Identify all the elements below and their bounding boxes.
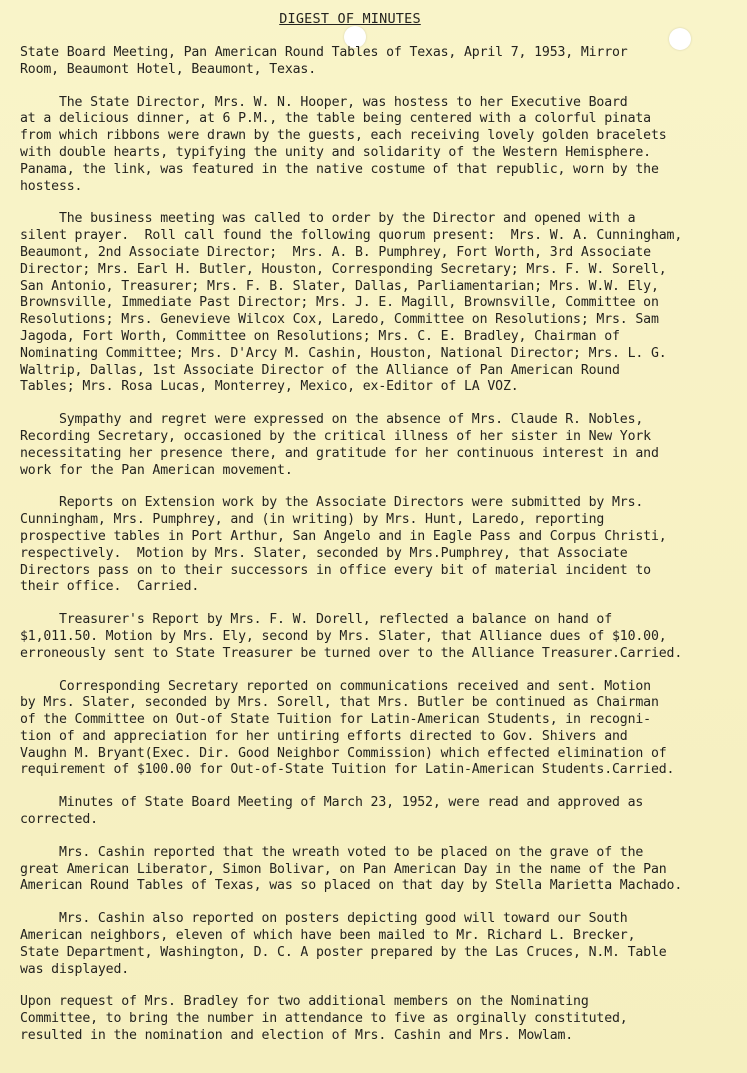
text-line: was displayed.	[20, 961, 130, 977]
text-line: Cunningham, Mrs. Pumphrey, and (in writing) by Mrs. Hunt, Laredo, reporting	[20, 512, 605, 528]
text-line: State Department, Washington, D. C. A poster prepared by the Las Cruces, N.M. Table	[20, 944, 667, 960]
text-line: Treasurer's Report by Mrs. F. W. Dorell, reflected a balance on hand of	[20, 612, 613, 628]
text-line: at a delicious dinner, at 6 P.M., the table being centered with a colorful pinata	[20, 111, 651, 127]
text-line: The State Director, Mrs. W. N. Hooper, was hostess to her Executive Board	[20, 94, 628, 110]
text-line: tion of and appreciation for her untiring efforts directed to Gov. Shivers and	[20, 728, 628, 744]
paragraph	[20, 495, 742, 596]
paragraph	[20, 45, 742, 79]
paragraph	[20, 612, 742, 662]
text-line: The business meeting was called to order by the Director and opened with a	[20, 211, 636, 227]
text-line: Brownsville, Immediate Past Director; Mrs. J. E. Magill, Brownsville, Committee on	[20, 295, 659, 311]
text-line: Committee, to bring the number in attendance to five as orginally constituted,	[20, 1011, 628, 1027]
text-line: hostess.	[20, 178, 83, 194]
text-line: State Board Meeting, Pan American Round Tables of Texas, April 7, 1953, Mirror	[20, 45, 628, 60]
text-line: silent prayer. Roll call found the following quorum present: Mrs. W. A. Cunningham,	[20, 228, 683, 244]
text-line: work for the Pan American movement.	[20, 462, 293, 478]
text-line: by Mrs. Slater, seconded by Mrs. Sorell, that Mrs. Butler be continued as Chairman	[20, 695, 659, 711]
text-line: necessitating her presence there, and gratitude for her continuous interest in and	[20, 445, 659, 461]
text-line: Recording Secretary, occasioned by the critical illness of her sister in New York	[20, 428, 651, 444]
paragraph	[20, 795, 742, 829]
text-line: Upon request of Mrs. Bradley for two additional members on the Nominating	[20, 994, 589, 1010]
text-line: Panama, the link, was featured in the native costume of that republic, worn by the	[20, 161, 659, 177]
text-line: resulted in the nomination and election of Mrs. Cashin and Mrs. Mowlam.	[20, 1028, 574, 1044]
text-line: Director; Mrs. Earl H. Butler, Houston, Corresponding Secretary; Mrs. F. W. Sorell,	[20, 261, 667, 277]
text-line: corrected.	[20, 812, 98, 828]
text-line: Vaughn M. Bryant(Exec. Dir. Good Neighbor Commission) which effected elimination of	[20, 745, 667, 761]
text-line: Minutes of State Board Meeting of March 23, 1952, were read and approved as	[20, 795, 644, 811]
paragraph	[20, 211, 742, 396]
document-body	[20, 45, 742, 1061]
paragraph	[20, 845, 742, 895]
text-line: of the Committee on Out-of State Tuition for Latin-American Students, in recogni-	[20, 712, 651, 728]
text-line: Jagoda, Fort Worth, Committee on Resolutions; Mrs. C. E. Bradley, Chairman of	[20, 328, 620, 344]
text-line: Sympathy and regret were expressed on the absence of Mrs. Claude R. Nobles,	[20, 412, 644, 428]
text-line: Waltrip, Dallas, 1st Associate Director of the Alliance of Pan American Round	[20, 362, 620, 378]
text-line: American Round Tables of Texas, was so placed on that day by Stella Marietta Machado.	[20, 878, 683, 894]
paragraph	[20, 95, 742, 196]
text-line: requirement of $100.00 for Out-of-State Tuition for Latin-American Students.Carried.	[20, 762, 675, 778]
text-line: Directors pass on to their successors in office every bit of material incident to	[20, 562, 651, 578]
text-line: Tables; Mrs. Rosa Lucas, Monterrey, Mexico, ex-Editor of LA VOZ.	[20, 379, 519, 395]
paragraph	[20, 412, 742, 479]
paragraph	[20, 994, 742, 1044]
text-line: $1,011.50. Motion by Mrs. Ely, second by Mrs. Slater, that Alliance dues of $10.00,	[20, 628, 667, 644]
text-line: great American Liberator, Simon Bolivar, on Pan American Day in the name of the Pan	[20, 861, 667, 877]
text-line: with double hearts, typifying the unity and solidarity of the Western Hemisphere.	[20, 144, 651, 160]
text-line: Room, Beaumont Hotel, Beaumont, Texas.	[20, 61, 317, 77]
text-line: from which ribbons were drawn by the guests, each receiving lovely golden bracelets	[20, 128, 667, 144]
paragraph	[20, 911, 742, 978]
text-line: San Antonio, Treasurer; Mrs. F. B. Slater, Dallas, Parliamentarian; Mrs. W.W. Ely,	[20, 278, 659, 294]
text-line: Mrs. Cashin reported that the wreath voted to be placed on the grave of the	[20, 844, 644, 860]
document-title: DIGEST OF MINUTES	[279, 11, 421, 27]
text-line: prospective tables in Port Arthur, San Angelo and in Eagle Pass and Corpus Christi,	[20, 528, 667, 544]
text-line: Reports on Extension work by the Associate Directors were submitted by Mrs.	[20, 495, 644, 511]
text-line: Beaumont, 2nd Associate Director; Mrs. A. B. Pumphrey, Fort Worth, 3rd Associate	[20, 244, 651, 260]
text-line: Resolutions; Mrs. Genevieve Wilcox Cox, Laredo, Committee on Resolutions; Mrs. Sam	[20, 312, 659, 328]
paragraph	[20, 679, 742, 780]
text-line: respectively. Motion by Mrs. Slater, seconded by Mrs.Pumphrey, that Associate	[20, 545, 628, 561]
text-line: their office. Carried.	[20, 579, 200, 595]
text-line: Corresponding Secretary reported on communications received and sent. Motion	[20, 678, 651, 694]
text-line: Nominating Committee; Mrs. D'Arcy M. Cashin, Houston, National Director; Mrs. L. G.	[20, 345, 667, 361]
text-line: erroneously sent to State Treasurer be turned over to the Alliance Treasurer.Carried.	[20, 645, 683, 661]
text-line: Mrs. Cashin also reported on posters depicting good will toward our South	[20, 911, 628, 927]
text-line: American neighbors, eleven of which have been mailed to Mr. Richard L. Brecker,	[20, 928, 636, 944]
